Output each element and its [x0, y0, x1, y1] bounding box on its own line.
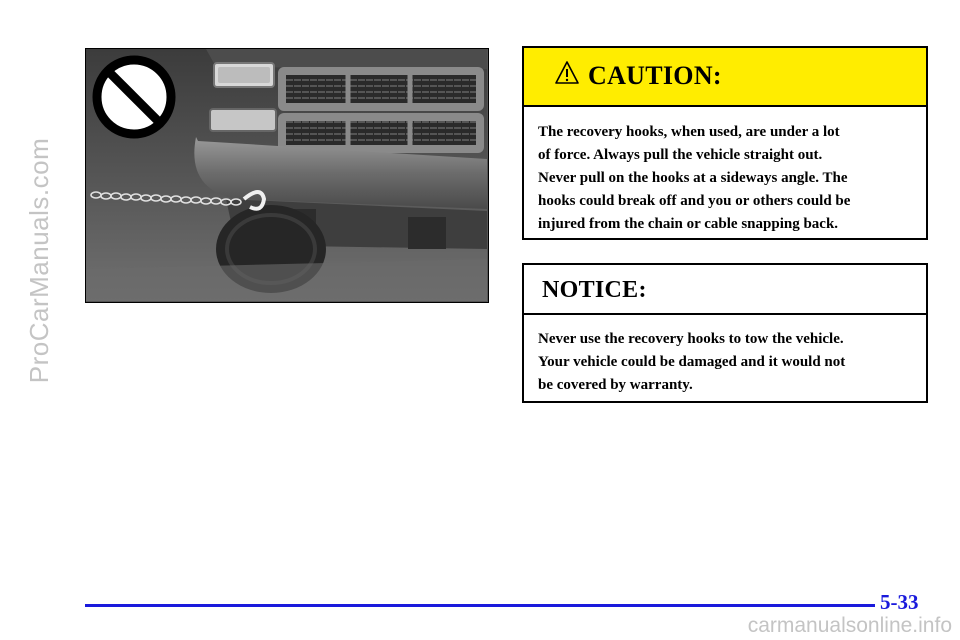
- notice-title: NOTICE:: [542, 277, 647, 303]
- caution-line: injured from the chain or cable snapping back.: [538, 216, 839, 232]
- bottom-watermark: carmanualsonline.info: [747, 614, 952, 637]
- caution-line: of force. Always pull the vehicle straight out.: [538, 147, 823, 163]
- caution-line: The recovery hooks, when used, are under a lot: [538, 124, 840, 140]
- footer-rule: [85, 604, 875, 607]
- warning-triangle-icon: [554, 60, 580, 86]
- caution-line: Never pull on the hooks at a sideways angle. The: [538, 170, 848, 186]
- vehicle-photo: [85, 48, 489, 303]
- notice-line: Your vehicle could be damaged and it would not: [538, 354, 846, 370]
- page-number: 5-33: [880, 590, 919, 614]
- side-watermark: [20, 60, 60, 460]
- caution-box: [522, 46, 928, 240]
- caution-header: [524, 48, 926, 107]
- notice-header: [524, 265, 926, 315]
- prohibited-icon: [97, 60, 171, 134]
- notice-line: Never use the recovery hooks to tow the vehicle.: [538, 331, 844, 347]
- notice-box: [522, 263, 928, 403]
- vehicle-front-illustration: [86, 49, 487, 301]
- notice-text: [524, 315, 926, 397]
- caution-title: CAUTION:: [588, 61, 722, 90]
- caution-line: hooks could break off and you or others could be: [538, 193, 851, 209]
- notice-line: be covered by warranty.: [538, 377, 693, 393]
- caution-text: [524, 107, 926, 236]
- side-watermark-text: ProCarManuals.com: [24, 137, 55, 383]
